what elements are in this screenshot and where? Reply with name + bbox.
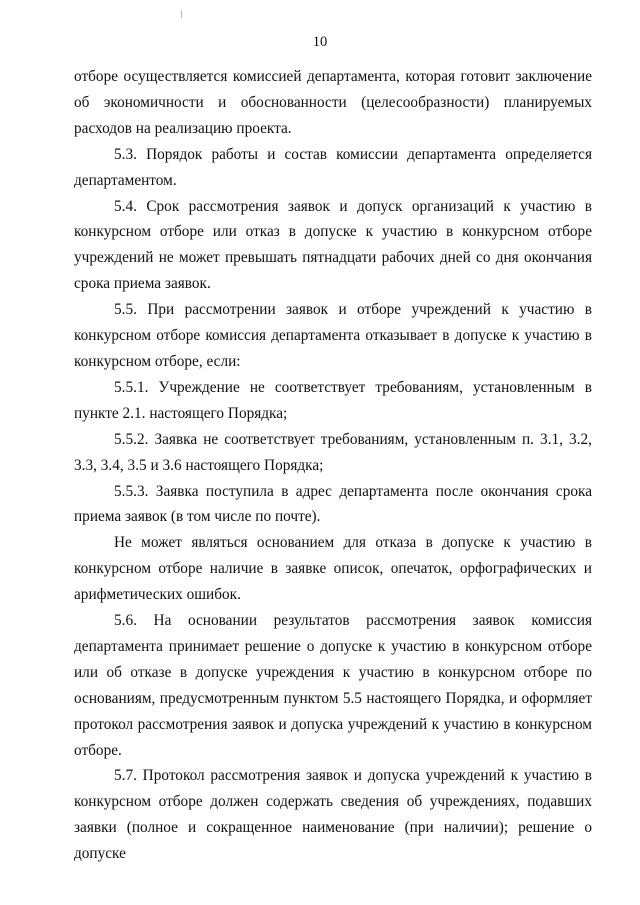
paragraph-5-6: 5.6. На основании результатов рассмотрения заявок комиссия департамента принимает решение о допуске к участию в конкурсном отборе или об отказе в допуске учреждения к участию в конкурсном отборе по основаниям, предусмотренным пунктом 5.5 настоящего Порядка, и оформляет протокол рассмотрения заявок и допуска учреждений к участию в конкурсном отборе.	[74, 612, 592, 759]
paragraph-5-7: 5.7. Протокол рассмотрения заявок и допуска учреждений к участию в конкурсном отборе должен содержать сведения об учреждениях, подавших заявки (полное и сокращенное наименование (при наличии); решение о допуске	[74, 767, 592, 863]
paragraph-5-5-2: 5.5.2. Заявка не соответствует требованиям, установленным п. 3.1, 3.2, 3.3, 3.4, 3.5 и 3.6 настоящего Порядка;	[74, 430, 592, 474]
paragraph-5-5: 5.5. При рассмотрении заявок и отборе учреждений к участию в конкурсном отборе комиссия департамента отказывает в допуске к участию в конкурсном отборе, если:	[74, 301, 592, 370]
paragraph-no-refusal-grounds: Не может являться основанием для отказа в допуске к участию в конкурсном отборе наличие в заявке описок, опечаток, орфографических и арифметических ошибок.	[74, 534, 592, 604]
paragraph-5-5-1: 5.5.1. Учреждение не соответствует требованиям, установленным в пункте 2.1. настоящего Порядка;	[74, 378, 592, 422]
scan-mark	[181, 10, 182, 18]
document-body	[74, 64, 592, 867]
page-number: 10	[312, 34, 328, 50]
paragraph-5-5-3: 5.5.3. Заявка поступила в адрес департамента после окончания срока приема заявок (в том числе по почте).	[74, 482, 592, 526]
paragraph-5-4: 5.4. Срок рассмотрения заявок и допуск организаций к участию в конкурсном отборе или отказ в допуске к участию в конкурсном отборе учреждений не может превышать пятнадцати рабочих дней со дня окончания срока приема заявок.	[74, 197, 592, 293]
paragraph-continuation: отборе осуществляется комиссией департамента, которая готовит заключение об экономичности и обоснованности (целесообразности) планируемых расходов на реализацию проекта.	[74, 68, 592, 137]
paragraph-5-3: 5.3. Порядок работы и состав комиссии департамента определяется департаментом.	[74, 145, 592, 189]
